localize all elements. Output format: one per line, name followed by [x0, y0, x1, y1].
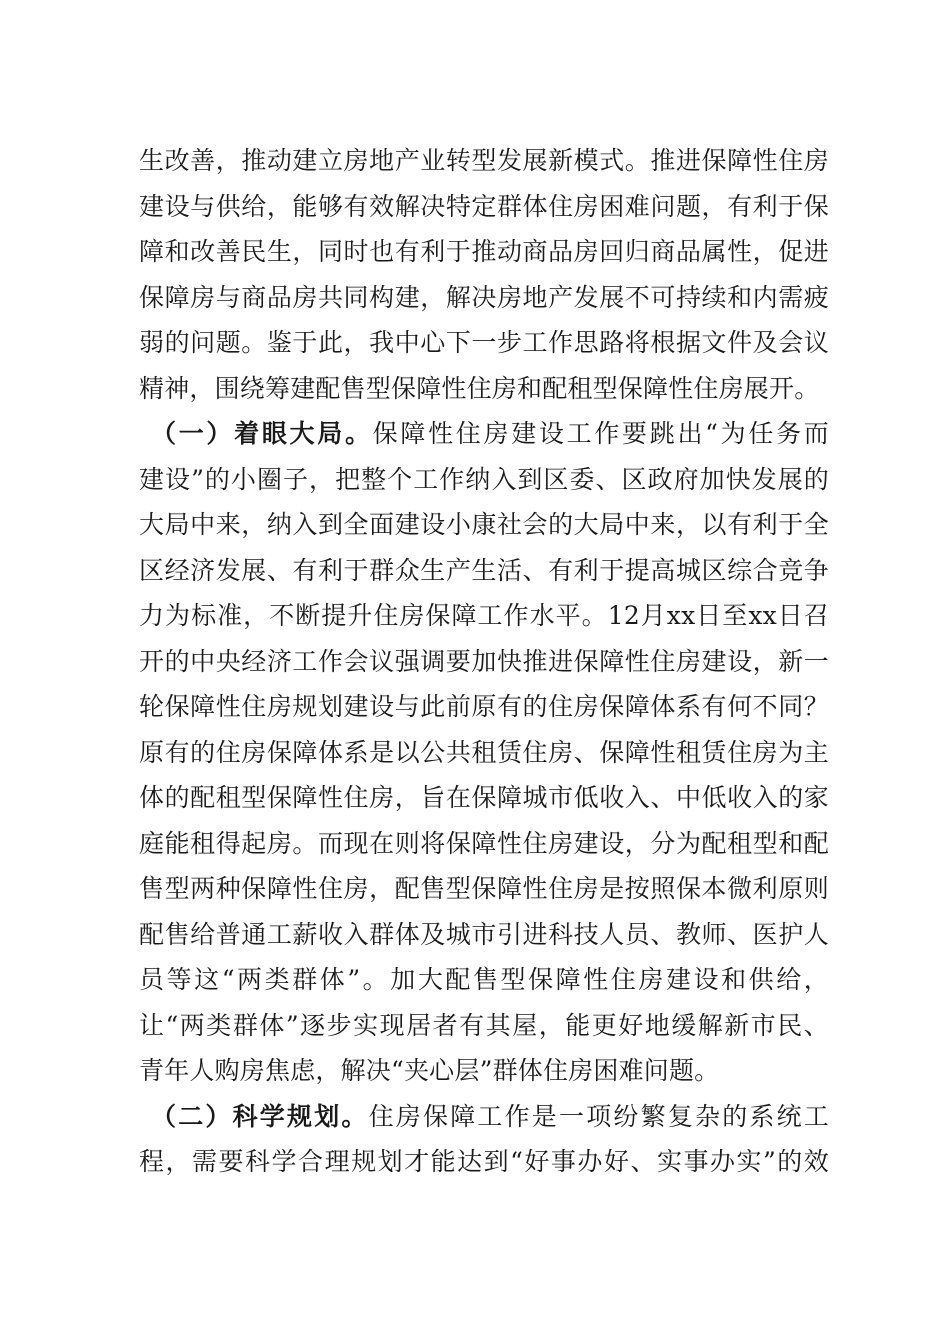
section-1-paragraph	[139, 411, 829, 1094]
text-line: 弱的问题。鉴于此，我中心下一步工作思路将根据文件及会议	[139, 328, 829, 357]
text-line: 建设与供给，能够有效解决特定群体住房困难问题，有利于保	[139, 191, 829, 221]
text-line: 生改善，推动建立房地产业转型发展新模式。推进保障性住房	[139, 146, 829, 175]
text-line: 员等这“两类群体”。加大配售型保障性住房建设和供给，	[139, 965, 829, 994]
text-line: 保障房与商品房共同构建，解决房地产发展不可持续和内需疲	[139, 282, 829, 312]
text-line: 建设”的小圈子，把整个工作纳入到区委、区政府加快发展的	[139, 464, 829, 494]
section-2-first-line	[139, 1094, 829, 1140]
text-line: 精神，围绕筹建配售型保障性住房和配租型保障性住房展开。	[139, 373, 820, 403]
text-line: 体的配租型保障性住房，旨在保障城市低收入、中低收入的家	[139, 783, 829, 812]
text-line: 力为标准，不断提升住房保障工作水平。12月xx日至xx日召	[139, 601, 829, 630]
text-line: 区经济发展、有利于群众生产生活、有利于提高城区综合竞争	[139, 555, 829, 585]
text-line: 程，需要科学合理规划才能达到“好事办好、实事办实”的效	[139, 1147, 829, 1176]
section-1-first-line-text: 保障性住房建设工作要跳出“为任务而	[372, 419, 829, 448]
text-line: 开的中央经济工作会议强调要加快推进保障性住房建设，新一	[139, 646, 829, 676]
section-2-paragraph	[139, 1094, 829, 1185]
paragraph-intro	[139, 138, 829, 411]
text-line: 障和改善民生，同时也有利于推动商品房回归商品属性，促进	[139, 237, 829, 266]
text-line: 原有的住房保障体系是以公共租赁住房、保障性租赁住房为主	[139, 737, 829, 767]
text-line: 轮保障性住房规划建设与此前原有的住房保障体系有何不同？	[139, 692, 829, 721]
document-body	[139, 138, 829, 1185]
text-line: 青年人购房焦虑，解决“夹心层”群体住房困难问题。	[139, 1056, 720, 1085]
section-2-heading: （二）科学规划。	[151, 1101, 369, 1131]
text-line: 庭能租得起房。而现在则将保障性住房建设，分为配租型和配	[139, 828, 829, 858]
section-2-first-line-text: 住房保障工作是一项纷繁复杂的系统工	[368, 1101, 829, 1131]
text-line: 大局中来，纳入到全面建设小康社会的大局中来，以有利于全	[139, 510, 829, 539]
text-line: 让“两类群体”逐步实现居者有其屋，能更好地缓解新市民、	[139, 1010, 829, 1040]
text-line: 配售给普通工薪收入群体及城市引进科技人员、教师、医护人	[139, 919, 829, 949]
text-line: 售型两种保障性住房，配售型保障性住房是按照保本微利原则	[139, 874, 829, 903]
section-1-first-line	[139, 411, 829, 457]
section-1-heading: （一）着眼大局。	[151, 419, 373, 448]
